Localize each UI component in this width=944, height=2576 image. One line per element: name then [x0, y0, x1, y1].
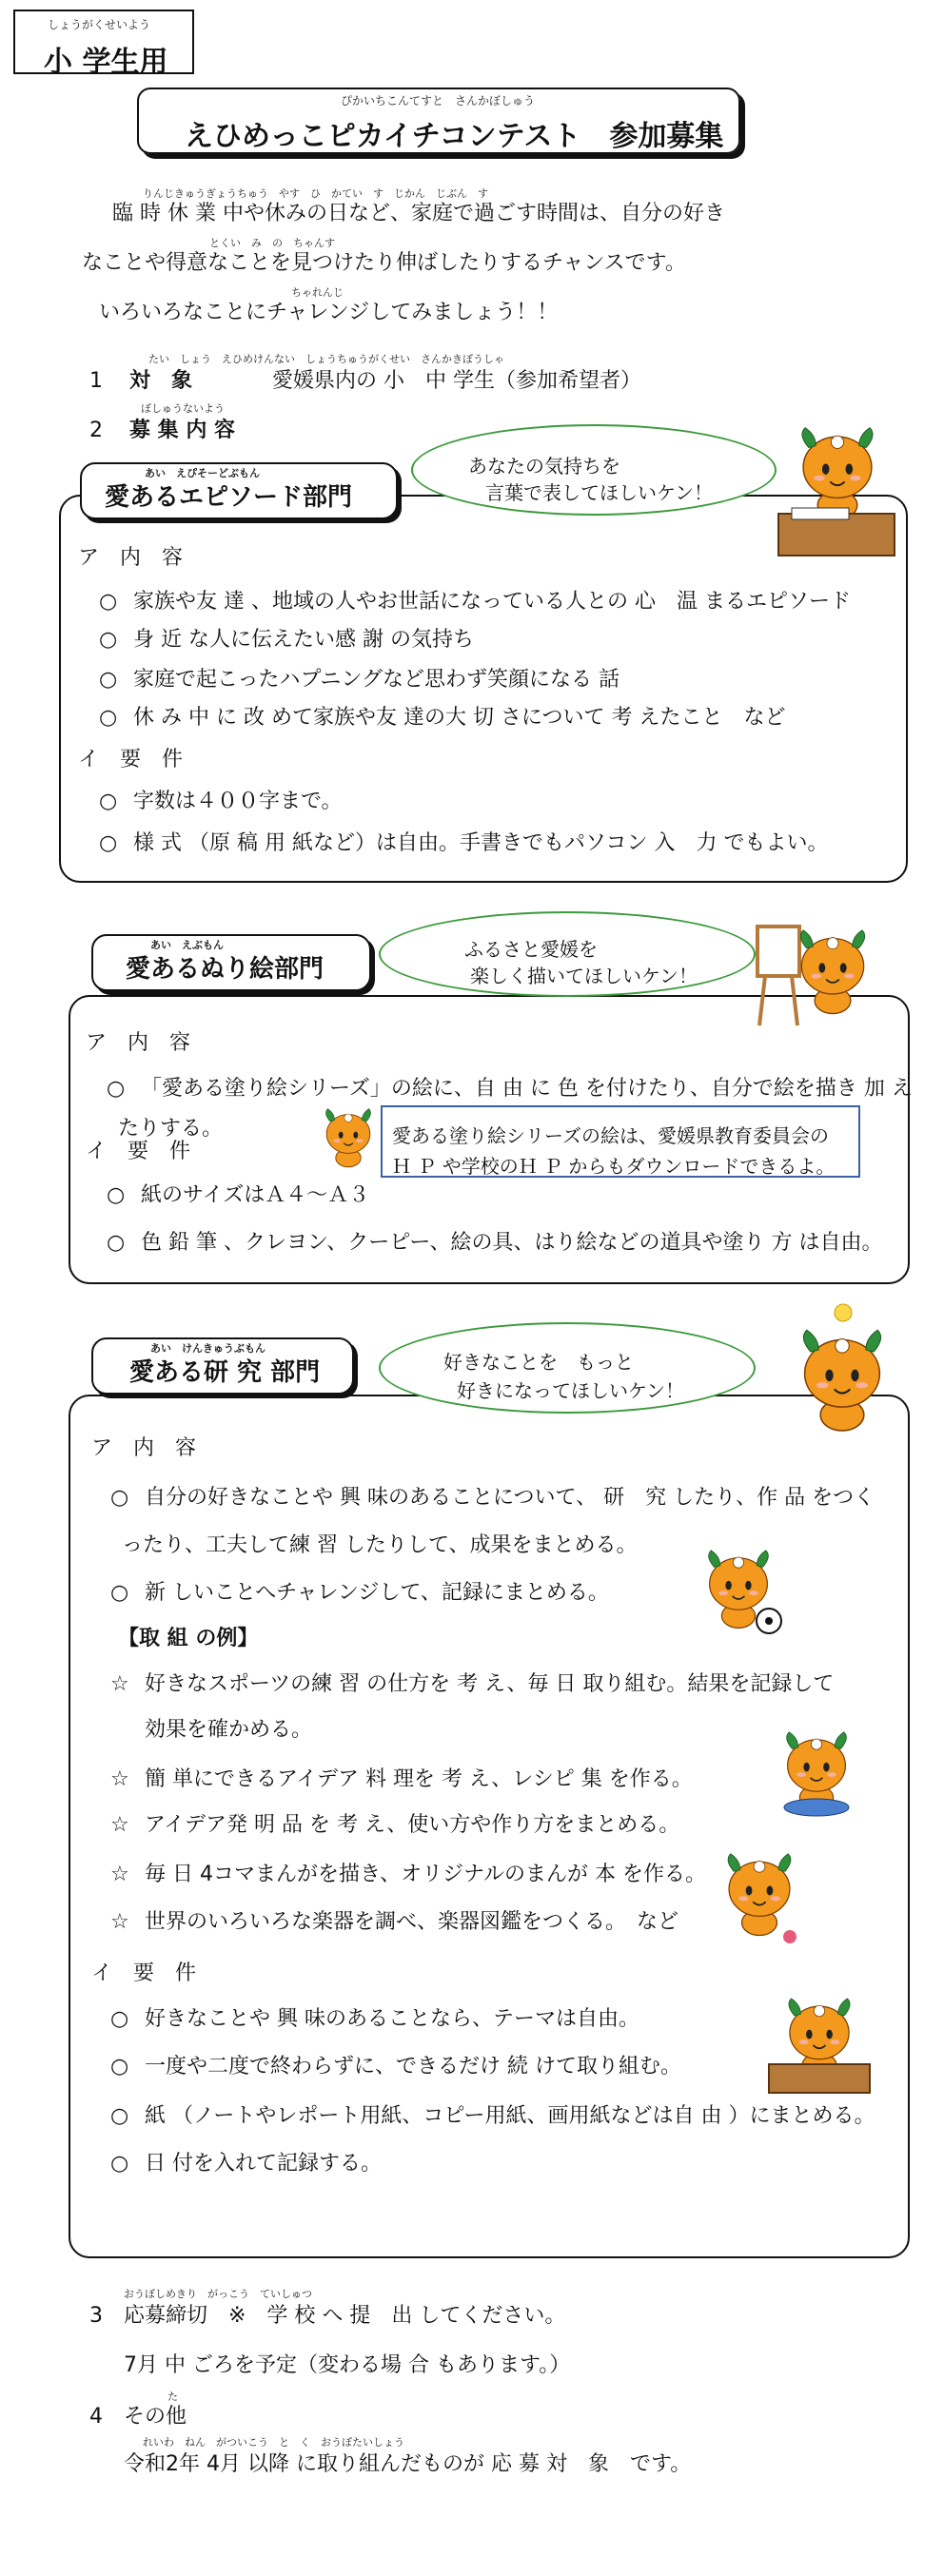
episode-bubble-line2: 言葉で表してほしいケン！ [485, 481, 713, 504]
nurie-tag [91, 934, 371, 991]
example-2: 簡 単にできるアイデア 料 理を 考 え、レシピ 集 を作る。 [145, 1767, 693, 1791]
research-item1-line1: 自分の好きなことや 興 味のあることについて、 研 究 したり、作 品 をつく [145, 1486, 875, 1510]
section2-label: 募 集 内 容 [129, 419, 235, 442]
episode-item-2: 身 近 な人に伝えたい感 謝 の気持ち [133, 628, 474, 652]
circle-mark: ○ [107, 1077, 126, 1101]
nurie-speech-bubble [379, 911, 756, 997]
circle-mark: ○ [99, 706, 118, 730]
episode-item-4: 休 み 中 に 改 めて家族や友 達の大 切 さについて 考 えたこと など [133, 706, 786, 730]
episode-item-1: 家族や友 達 、地域の人やお世話になっている人との 心 温 まるエピソード [133, 590, 851, 614]
nurie-req-1: 紙のサイズはＡ４～Ａ３ [141, 1183, 370, 1207]
download-info-box [381, 1105, 860, 1178]
section3-furigana: おうぼしめきり がっこう ていしゅつ [124, 2288, 312, 2300]
nurie-bubble-line1: ふるさと愛媛を [464, 938, 598, 961]
episode-item-3: 家庭で起こったハプニングなど思わず笑顔になる 話 [133, 668, 620, 692]
intro-line1: 臨 時 休 業 中や休みの日など、家庭で過ごす時間は、自分の好き [112, 202, 725, 225]
circle-mark: ○ [99, 668, 118, 692]
nurie-item1-line2: たりする。 [118, 1117, 224, 1141]
star-mark: ☆ [110, 1672, 129, 1696]
nurie-req-2: 色 鉛 筆 、クレヨン、クーピー、絵の具、はり絵などの道具や塗り 方 は自由。 [141, 1231, 883, 1255]
section3-line1: 応募締切 ※ 学 校 へ 提 出 してください。 [124, 2304, 566, 2328]
circle-mark: ○ [99, 790, 118, 813]
episode-tag-furigana: あい えぴそーどぶもん [145, 467, 260, 479]
section1-label: 対 象 [129, 369, 193, 393]
examples-label: 【取 組 の例】 [118, 1627, 259, 1650]
section1-furigana: たい しょう えひめけんない しょうちゅうがくせい さんかきぼうしゃ [148, 353, 504, 365]
example-1-line2: 効果を確かめる。 [145, 1718, 313, 1742]
episode-content-label: ア 内 容 [78, 546, 184, 570]
circle-mark: ○ [99, 590, 118, 614]
section3-num: 3 [89, 2304, 103, 2328]
nurie-requirements-label: イ 要 件 [86, 1140, 191, 1163]
research-item2: 新 しいことへチャレンジして、記録にまとめる。 [145, 1581, 609, 1605]
episode-tag [80, 462, 398, 519]
title-furigana: ぴかいちこんてすと さんかぼしゅう [341, 94, 536, 107]
star-mark: ☆ [110, 1813, 129, 1837]
example-5: 世界のいろいろな楽器を調べ、楽器図鑑をつくる。 など [145, 1910, 679, 1934]
section1-text: 愛媛県内の 小 中 学生（参加希望者） [272, 369, 641, 393]
research-content-label: ア 内 容 [91, 1436, 197, 1460]
circle-mark: ○ [107, 1183, 126, 1207]
circle-mark: ○ [99, 831, 118, 855]
circle-mark: ○ [110, 1486, 129, 1510]
research-speech-bubble [379, 1322, 756, 1414]
section4-text-furigana: れいわ ねん がついこう と く おうぼたいしょう [143, 2436, 404, 2449]
character-desk-icon [767, 1994, 872, 2097]
research-bubble-line2: 好きになってほしいケン！ [457, 1379, 684, 1402]
section2-furigana: ぼしゅうないよう [141, 402, 225, 415]
research-req-1: 好きなことや 興 味のあることなら、テーマは自由。 [145, 2007, 639, 2031]
star-mark: ☆ [110, 1910, 129, 1934]
circle-mark: ○ [107, 1231, 126, 1255]
character-soccer-icon [700, 1545, 784, 1636]
grade-badge [13, 10, 194, 79]
page-title: えひめっこピカイチコンテスト 参加募集 [185, 120, 724, 153]
section1-num: 1 [89, 369, 103, 393]
character-writing-icon [775, 422, 898, 559]
badge-furigana: しょうがくせいよう [48, 18, 151, 31]
research-req-4: 日 付を入れて記録する。 [145, 2152, 382, 2176]
example-4: 毎 日 4コマまんがを描き、オリジナルのまんが 本 を作る。 [145, 1863, 706, 1886]
character-painting-icon [752, 919, 875, 1031]
research-requirements-label: イ 要 件 [91, 1961, 197, 1985]
episode-bubble-line1: あなたの気持ちを [468, 455, 620, 478]
episode-requirements-label: イ 要 件 [78, 748, 184, 771]
intro-line3: いろいろなことにチャレンジしてみましょう！！ [99, 301, 559, 324]
circle-mark: ○ [110, 1581, 129, 1605]
circle-mark: ○ [110, 2007, 129, 2031]
circle-mark: ○ [110, 2152, 129, 2176]
section3-line2: 7月 中 ごろを予定（変わる場 合 もあります。） [124, 2353, 571, 2377]
circle-mark: ○ [110, 2104, 129, 2128]
character-flower-icon [714, 1847, 805, 1950]
episode-req-2: 様 式 （原 稿 用 紙など）は自由。手書きでもパソコン 入 力 でもよい。 [133, 831, 829, 855]
intro-line1-furigana: りんじきゅうぎょうちゅう やす ひ かてい す じかん じぶん す [143, 187, 488, 200]
section4-furigana: た [167, 2391, 178, 2403]
episode-tag-label: 愛あるエピソード部門 [105, 483, 353, 512]
circle-mark: ○ [110, 2055, 129, 2078]
research-req-2: 一度や二度で終わらずに、できるだけ 続 けて取り組む。 [145, 2055, 681, 2078]
circle-mark: ○ [99, 628, 118, 652]
info-line2: Ｈ Ｐ や学校のＨ Ｐ からもダウンロードできるよ。 [392, 1155, 836, 1178]
example-1-line1: 好きなスポーツの練 習 の仕方を 考 え、毎 日 取り組む。結果を記録して [145, 1672, 835, 1696]
title-box [137, 88, 740, 154]
nurie-content-label: ア 内 容 [86, 1031, 191, 1055]
research-req-3: 紙 （ノートやレポート用紙、コピー用紙、画用紙などは自 由 ）にまとめる。 [145, 2104, 875, 2128]
section4-label: その他 [124, 2405, 187, 2429]
episode-speech-bubble [411, 424, 777, 516]
section4-num: 4 [89, 2405, 103, 2429]
research-tag-furigana: あい けんきゅうぶもん [150, 1342, 266, 1355]
intro-line3-furigana: ちゃれんじ [291, 286, 344, 299]
nurie-tag-furigana: あい えぶもん [150, 939, 224, 951]
character-cooking-icon [775, 1727, 858, 1819]
section4-text: 令和2年 4月 以降 に取り組んだものが 応 募 対 象 です。 [124, 2452, 692, 2476]
nurie-item1-line1: 「愛ある塗り絵シリーズ」の絵に、自 由 に 色 を付けたり、自分で絵を描き 加 え [141, 1077, 913, 1101]
research-tag-label: 愛ある研 究 部門 [129, 1358, 321, 1387]
research-item1-line2: ったり、工夫して練 習 したりして、成果をまとめる。 [122, 1533, 638, 1557]
research-bubble-line1: 好きなことを もっと [443, 1351, 634, 1374]
info-line1: 愛ある塗り絵シリーズの絵は、愛媛県教育委員会の [392, 1124, 829, 1147]
research-tag [91, 1337, 354, 1395]
character-small-icon [320, 1105, 377, 1168]
badge-label: 小 学生用 [44, 46, 168, 79]
intro-line2: なことや得意なことを見つけたり伸ばしたりするチャンスです。 [82, 251, 686, 275]
example-3: アイデア発 明 品 を 考 え、使い方や作り方をまとめる。 [145, 1813, 680, 1837]
episode-req-1: 字数は４００字まで。 [133, 790, 343, 813]
section2-num: 2 [89, 419, 103, 442]
nurie-tag-label: 愛あるぬり絵部門 [126, 955, 324, 984]
nurie-bubble-line2: 楽しく描いてほしいケン！ [470, 965, 698, 987]
star-mark: ☆ [110, 1767, 129, 1791]
intro-line2-furigana: とくい み の ちゃんす [209, 237, 335, 249]
star-mark: ☆ [110, 1863, 129, 1886]
character-idea-icon [786, 1301, 898, 1434]
